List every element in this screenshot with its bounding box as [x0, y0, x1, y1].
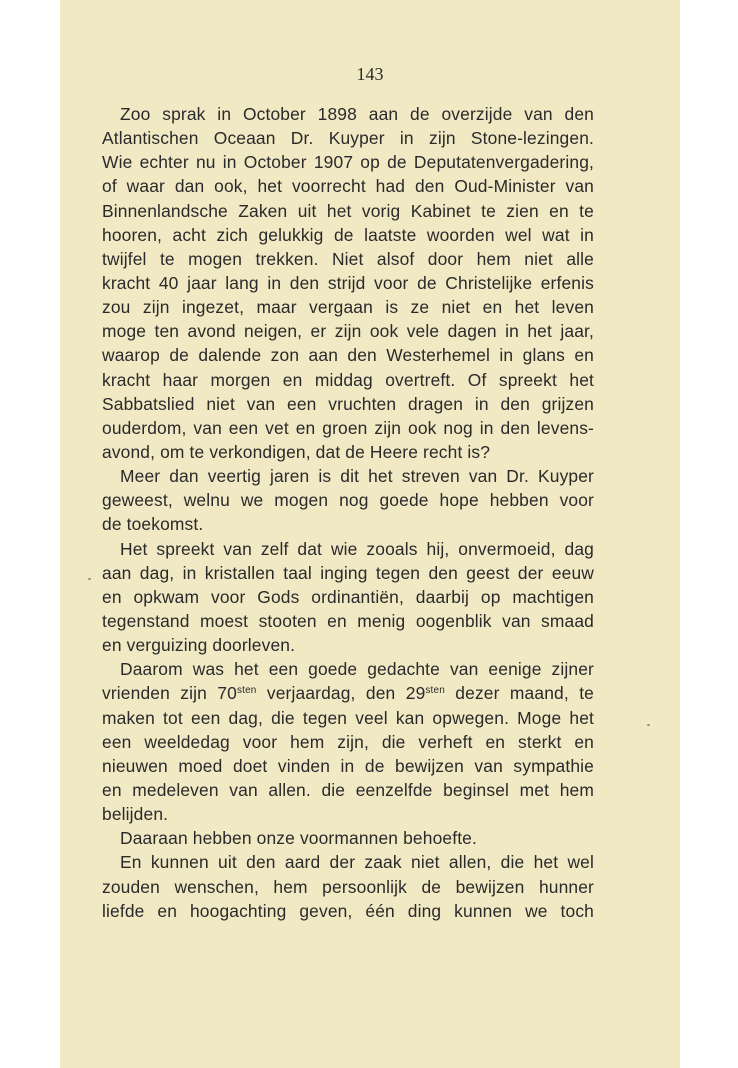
text-line: En kunnen uit den aard der zaak niet allen, die het wel	[120, 852, 594, 873]
page-number: 143	[356, 64, 384, 84]
text-line: zou zijn ingezet, maar vergaan is ze niet en het leven	[102, 297, 594, 318]
superscript: sten	[237, 685, 257, 697]
text-line: kracht haar morgen en middag overtreft. Of spreekt het	[102, 369, 594, 390]
text-line: nieuwen moed doet vinden in de bewijzen van sympathie	[102, 755, 594, 776]
text-segment: verjaardag, den 29	[256, 683, 426, 704]
text-line: hooren, acht zich gelukkig de laatste woorden wel wat in	[102, 224, 594, 245]
text-line: waarop de dalende zon aan den Westerhemel in glans en	[102, 345, 594, 366]
text-line: of waar dan ook, het voorrecht had den Oud-Minister van	[102, 176, 594, 197]
text-line: Daaraan hebben onze voormannen behoefte.	[120, 828, 477, 849]
text-line: Binnenlandsche Zaken uit het vorig Kabinet te zien en te	[102, 200, 594, 221]
text-line: Wie echter nu in October 1907 op de Deputatenvergadering,	[102, 152, 594, 173]
text-line: Daarom was het een goede gedachte van eenige zijner	[120, 659, 594, 680]
text-line	[102, 681, 594, 705]
scan-speck	[647, 724, 650, 726]
text-line: aan dag, in kristallen taal inging tegen den geest der eeuw	[102, 562, 594, 583]
text-line: Sabbatslied niet van een vruchten dragen in den grijzen	[102, 393, 594, 414]
text-segment: vrienden zijn 70	[102, 683, 237, 704]
text-line: belijden.	[102, 804, 169, 825]
superscript: sten	[425, 685, 445, 697]
text-line: de toekomst.	[102, 514, 204, 535]
text-line: liefde en hoogachting geven, één ding kunnen we toch	[102, 900, 594, 921]
scan-speck	[88, 578, 91, 580]
text-segment: dezer maand, te	[444, 683, 594, 704]
body-text	[102, 102, 594, 923]
text-line: Het spreekt van zelf dat wie zooals hij, onvermoeid, dag	[120, 538, 594, 559]
text-line: en medeleven van allen. die eenzelfde beginsel met hem	[102, 779, 594, 800]
text-line: Meer dan veertig jaren is dit het streven van Dr. Kuyper	[120, 466, 594, 487]
text-line: twijfel te mogen trekken. Niet alsof door hem niet alle	[102, 248, 594, 269]
text-line: en verguizing doorleven.	[102, 635, 296, 656]
text-line: geweest, welnu we mogen nog goede hope hebben voor	[102, 490, 594, 511]
text-line: Atlantischen Oceaan Dr. Kuyper in zijn Stone-lezingen.	[102, 128, 594, 149]
text-line: en opkwam voor Gods ordinantiën, daarbij op machtigen	[102, 586, 594, 607]
book-page	[60, 0, 680, 1068]
text-line: avond, om te verkondigen, dat de Heere recht is?	[102, 441, 491, 462]
text-line: zouden wenschen, hem persoonlijk de bewijzen hunner	[102, 876, 594, 897]
text-line: kracht 40 jaar lang in den strijd voor de Christelijke erfenis	[102, 272, 594, 293]
text-line: ouderdom, van een vet en groen zijn ook nog in den levens-	[102, 417, 594, 438]
text-line: tegenstand moest stooten en menig oogenblik van smaad	[102, 610, 594, 631]
text-line: een weeldedag voor hem zijn, die verheft en sterkt en	[102, 731, 594, 752]
text-line: maken tot een dag, die tegen veel kan opwegen. Moge het	[102, 707, 594, 728]
text-line: moge ten avond neigen, er zijn ook vele dagen in het jaar,	[102, 321, 594, 342]
text-line: Zoo sprak in October 1898 aan de overzijde van den	[120, 104, 594, 124]
